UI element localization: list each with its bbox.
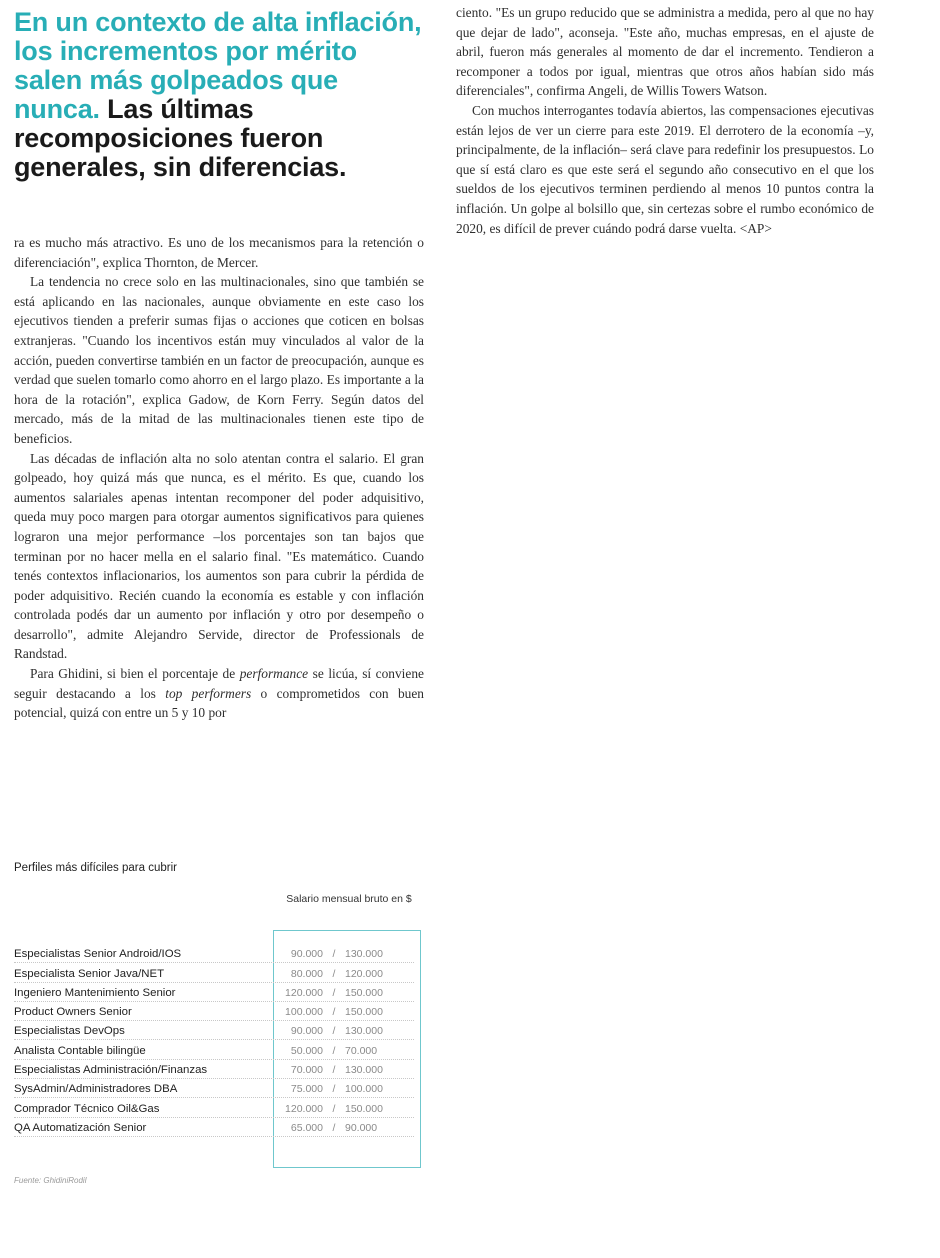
- text-run: Para Ghidini, si bien el porcentaje de: [30, 666, 240, 682]
- range-separator: /: [332, 1083, 336, 1096]
- range-separator: /: [332, 1102, 336, 1115]
- table-row: [14, 963, 414, 982]
- salary-max: 130.000: [345, 1025, 383, 1038]
- salary-max: 130.000: [345, 948, 383, 961]
- table-row: [14, 1002, 414, 1021]
- salary-max: 150.000: [345, 1006, 383, 1019]
- range-separator: /: [332, 986, 336, 999]
- salary-range: [273, 1103, 413, 1117]
- salary-max: 130.000: [345, 1064, 383, 1077]
- text-run: o comprometidos con buen potencial, quizá con entre un 5 y 10 por: [14, 685, 424, 721]
- profile-name: Analista Contable bilingüe: [14, 1044, 146, 1057]
- paragraph: ra es mucho más atractivo. Es uno de los mecanismos para la retención o diferenciación", explica Thornton, de Mercer.: [14, 235, 424, 270]
- table-title: Perfiles más difíciles para cubrir: [14, 862, 177, 874]
- salary-min: 120.000: [285, 1102, 323, 1115]
- salary-min: 75.000: [290, 1083, 323, 1096]
- text-run: se licúa, sí conviene seguir destacando a los: [14, 666, 424, 701]
- profile-name: Ingeniero Mantenimiento Senior: [14, 986, 176, 999]
- salary-min: 120.000: [285, 986, 323, 999]
- profile-name: Especialista Senior Java/NET: [14, 967, 165, 980]
- salary-range: [273, 1122, 413, 1136]
- salary-range: [273, 1006, 413, 1020]
- table-row: [14, 1060, 414, 1079]
- headline-accent: En un contexto de alta inflación, los incrementos por mérito salen más golpeados que nunca.: [14, 7, 422, 124]
- table-row: [14, 983, 414, 1002]
- table-row: [14, 1021, 414, 1040]
- salary-min: 65.000: [290, 1121, 323, 1134]
- table-row: [14, 944, 414, 963]
- profile-name: Comprador Técnico Oil&Gas: [14, 1102, 160, 1115]
- salary-max: 150.000: [345, 986, 383, 999]
- profile-name: SysAdmin/Administradores DBA: [14, 1083, 178, 1096]
- profile-name: Especialistas Administración/Finanzas: [14, 1064, 208, 1077]
- emphasis: top performers: [165, 685, 252, 701]
- profile-name: Product Owners Senior: [14, 1006, 132, 1019]
- salary-range: [273, 987, 413, 1001]
- range-separator: /: [332, 948, 336, 961]
- paragraph: ciento. "Es un grupo reducido que se administra a medida, pero al que no hay que dejar de lado", aconseja. "Este año, muchas empresas, en el ajuste de abril, fueron más generales al momento de dar el incremento. Tendieron a recomponer a todos por igual, mientras que otros años habían sido más diferenciales", confirma Angeli, de Willis Towers Watson.: [456, 5, 874, 99]
- profile-name: Especialistas DevOps: [14, 1025, 125, 1038]
- salary-min: 100.000: [285, 1006, 323, 1019]
- table-row: [14, 1098, 414, 1117]
- salary-table: [14, 944, 414, 1137]
- range-separator: /: [332, 967, 336, 980]
- salary-min: 50.000: [290, 1044, 323, 1057]
- salary-range: [273, 948, 413, 962]
- table-row: [14, 1079, 414, 1098]
- range-separator: /: [332, 1121, 336, 1134]
- salary-min: 80.000: [290, 967, 323, 980]
- profile-name: QA Automatización Senior: [14, 1121, 147, 1134]
- salary-max: 70.000: [345, 1044, 378, 1057]
- emphasis: performance: [239, 666, 309, 682]
- table-column-header: Salario mensual bruto en $: [286, 893, 412, 905]
- salary-range: [273, 1083, 413, 1097]
- table-source: Fuente: GhidiniRodil: [14, 1176, 87, 1185]
- salary-range: [273, 1025, 413, 1039]
- salary-min: 70.000: [290, 1064, 323, 1077]
- range-separator: /: [332, 1064, 336, 1077]
- table-row: [14, 1040, 414, 1059]
- salary-max: 150.000: [345, 1102, 383, 1115]
- paragraph: Las décadas de inflación alta no solo atentan contra el salario. El gran golpeado, hoy quizá más que nunca, es el mérito. Es que, cuando los aumentos salariales apenas intentan recomponer del poder adquisitivo, queda muy poco margen para otorgar aumentos significativos para quienes lograron una mejor performance –los porcentajes son tan bajos que terminan por no hacer mella en el salario final. "Es matemático. Cuando tenés contextos inflacionarios, los aumentos son para cubrir la pérdida de poder adquisitivo. Recién cuando la economía es estable y con inflación controlada podés dar un aumento por inflación y otro por desempeño o desarrollo", admite Alejandro Servide, director de Professionals de Randstad.: [14, 450, 424, 662]
- right-column: [456, 3, 874, 238]
- paragraph: La tendencia no crece solo en las multinacionales, sino que también se está aplicando en las nacionales, aunque obviamente en este caso los ejecutivos tienden a preferir sumas fijas o acciones que coticen en bolsas extranjeras. "Cuando los incentivos están muy vinculados al valor de la acción, pueden convertirse también en un factor de preocupación, aunque es verdad que suelen tomarlo como ahorro en el largo plazo. Es importante a la hora de la rotación", explica Gadow, de Korn Ferry. Según datos del mercado, más de la mitad de las multinacionales tienen este tipo de beneficios.: [14, 274, 424, 446]
- salary-max: 100.000: [345, 1083, 383, 1096]
- left-column: [14, 233, 424, 723]
- headline-dark: Las últimas recomposiciones fueron generales, sin diferencias.: [14, 94, 347, 182]
- salary-min: 90.000: [290, 948, 323, 961]
- profile-name: Especialistas Senior Android/IOS: [14, 948, 182, 961]
- salary-max: 90.000: [345, 1121, 378, 1134]
- paragraph: [14, 664, 424, 723]
- headline: [14, 8, 426, 182]
- paragraph: Con muchos interrogantes todavía abiertos, las compensaciones ejecutivas están lejos de ver un cierre para este 2019. El derrotero de la economía –y, principalmente, de la inflación– será clave para redefinir los presupuestos. Lo que sí está claro es que este será el segundo año consecutivo en el que los sueldos de los ejecutivos terminen perdiendo al menos 10 puntos contra la inflación. Un golpe al bolsillo que, sin certezas sobre el rumbo económico de 2020, es difícil de prever cuándo podrá darse vuelta. <AP>: [456, 102, 874, 236]
- range-separator: /: [332, 1025, 336, 1038]
- salary-min: 90.000: [290, 1025, 323, 1038]
- salary-max: 120.000: [345, 967, 383, 980]
- range-separator: /: [332, 1006, 336, 1019]
- range-separator: /: [332, 1044, 336, 1057]
- salary-range: [273, 968, 413, 982]
- salary-range: [273, 1045, 413, 1059]
- salary-range: [273, 1064, 413, 1078]
- table-row: [14, 1118, 414, 1137]
